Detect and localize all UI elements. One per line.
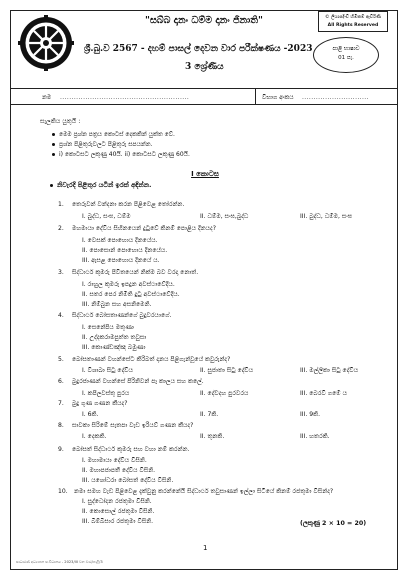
- duration-label: 01 පැ.: [338, 55, 354, 61]
- subject-oval: [313, 37, 379, 73]
- name-field: ........................................................: [60, 94, 190, 101]
- answer-option[interactable]: I. කපිලවස්තු පුරය: [82, 390, 130, 397]
- instruction-item: [52, 131, 175, 139]
- divider-bottom: [10, 104, 398, 105]
- grade-label: 3 ශ්‍රේණිය: [185, 62, 224, 72]
- answer-option[interactable]: I. වෙසක් පොහොය දිනයේය.: [82, 237, 158, 244]
- answer-option[interactable]: II. ධම්ම, සංඝ,බුද්ධ: [200, 213, 249, 220]
- answer-option[interactable]: III. නිම්බුන සහ අසනිමෙනි.: [82, 301, 152, 308]
- divider-vertical: [255, 88, 256, 104]
- bullet-icon: [50, 184, 53, 187]
- answer-option[interactable]: II. සතර පෙර නිමිති දුටු අවස්ථාවේදිය.: [82, 291, 180, 298]
- rights-box: [318, 11, 388, 32]
- answer-option[interactable]: I. සුද්ධෝදන රජතුමා විසිනි.: [82, 498, 152, 505]
- name-field-label: නම: [42, 94, 52, 101]
- answer-option[interactable]: II. උද්දකරාමපුත්ත තවුසා: [82, 334, 147, 341]
- marks-note: (ලකුණු 2 × 10 = 20): [300, 520, 367, 527]
- answer-option[interactable]: II. පොසොන් පොහොය දිනයේය.: [82, 247, 168, 254]
- answer-option[interactable]: II. කොසොල් රජතුමා විසිනි.: [82, 508, 155, 515]
- instruction-text: i) කොටසට ලකුණු 40යි. ii) කොටසට ලකුණු 60යි.: [59, 151, 190, 158]
- question-text: නමා සමහ වැඩ පිළිවෙළ දැක්වුනු කරන්නේයි සිද්ධාර්ථ තවුසාණන් ඉල්ලා සිටියේ කිනම් රජතුමා විසින්ද?: [74, 488, 334, 495]
- answer-option[interactable]: I. දෙකකි.: [82, 433, 107, 440]
- instruction-item: [52, 141, 153, 149]
- bullet-icon: [52, 143, 55, 146]
- part-one-instruction-text: නිවැරදි පිළිතුර යටින් ඉරක් අඳින්න.: [57, 181, 152, 189]
- index-field-label: විභාග අංකය: [262, 94, 294, 101]
- answer-option[interactable]: II. සුජාතා සිටු දේවිය: [200, 367, 254, 374]
- answer-option[interactable]: I. සෙනේපිය මතුණා: [82, 324, 134, 331]
- answer-option[interactable]: III. ඇසළ පොහොය දිනයේ ය.: [82, 257, 160, 264]
- question-7: [58, 400, 128, 408]
- question-2: [58, 225, 216, 233]
- question-text: බෝසතාණන් වහන්සේට කිරිබත් දානය පිළිගැන්වූයේ කවුරුන්ද?: [72, 356, 231, 363]
- question-number: 3.: [58, 269, 64, 276]
- question-text: මහමායා දේවිය සිහිනයෙන් දුටුවේ කිනම් පොළිය දිනයද?: [72, 225, 216, 232]
- answer-option[interactable]: III. බුද්ධ, ධම්ම, සංඝ: [300, 213, 353, 220]
- question-number: 5.: [58, 356, 64, 363]
- instructions-title: සැලකිය යුතුයි :: [40, 118, 81, 125]
- question-number: 2.: [58, 225, 64, 232]
- answer-option[interactable]: II. මහාපජාපතී දේවිය විසිනි.: [82, 467, 156, 474]
- question-3: [58, 269, 198, 277]
- question-number: 7.: [58, 400, 64, 407]
- answer-option[interactable]: I. 6කි.: [82, 411, 99, 418]
- question-number: 1.: [58, 201, 64, 208]
- footer-note: සාධාරණ අධ්‍යාපන සංවිධානය - 2023/III වන වාර/පාළි/3: [16, 560, 103, 564]
- answer-option[interactable]: I. බුද්ධ, සංඝ, ධම්ම: [82, 213, 131, 220]
- question-text: බුදු ගුණ ගණන කීයද?: [72, 400, 128, 407]
- question-number: 10.: [58, 488, 68, 495]
- answer-option[interactable]: III. යශෝධරා බෝසත් දේවිය විසිනි.: [82, 477, 174, 484]
- question-1: [58, 201, 184, 209]
- page-number: 1: [203, 544, 208, 552]
- question-number: 8.: [58, 422, 64, 429]
- instruction-text: මෙම ප්‍රශ්න පත්‍රය කොටස් දෙකකින් යුක්ත වේ.: [59, 131, 175, 138]
- index-field: .............................: [302, 94, 369, 101]
- subject-label: පාළි භාෂාව: [332, 46, 360, 52]
- question-8: [58, 422, 193, 430]
- question-6: [58, 378, 204, 386]
- question-text: සාවකා සිරිමේ සැතපා වැඩ ඉරියව් ගණන කීයද?: [72, 422, 194, 429]
- question-9: [58, 446, 189, 454]
- answer-option[interactable]: III. මල්ලිකා සිටු දේවිය: [300, 367, 359, 374]
- instruction-item: [52, 151, 190, 159]
- answer-option[interactable]: III. බිම්බිසාර රජතුමා විසිනි.: [82, 518, 154, 525]
- answer-option[interactable]: II. තුනකි.: [200, 433, 225, 440]
- answer-option[interactable]: II. දේවදහ පුරවරය: [200, 390, 249, 397]
- dharma-wheel-logo: [18, 15, 74, 71]
- exam-title: ශ්‍රී.බු.ව 2567 - දහම් පාසල් දෙවන වාර පරීක්ෂණය -2023: [84, 44, 313, 54]
- question-text: සිද්ධාර්ථ කුමරු පිවිතයෙන් නික්ම බව වරදා නොත්.: [72, 269, 199, 276]
- question-4: [58, 312, 171, 320]
- answer-option[interactable]: III. 9කි.: [300, 411, 321, 418]
- divider-top: [10, 88, 398, 89]
- bullet-icon: [52, 133, 55, 136]
- answer-option[interactable]: I. විශාඛා සිටු දේවිය: [82, 367, 134, 374]
- answer-option[interactable]: I. රාහුල කුමරු ඉපදුන අවස්ථාවේදිය.: [82, 281, 175, 288]
- question-10: [58, 488, 333, 496]
- bullet-icon: [52, 153, 55, 156]
- header-motto: "සබ්බ දානං ධම්ම දානං ජිනාති": [145, 15, 263, 26]
- rights-line-english: All Rights Reserved: [327, 23, 379, 28]
- question-number: 4.: [58, 312, 64, 319]
- part-one-label: I කොටස: [191, 170, 219, 178]
- question-text: තෙරුවන් වන්දනා කරන පිළිවෙළ තෝරන්න.: [72, 201, 185, 208]
- question-text: සිද්ධාර්ථ බෝසතාණන්ගේ බුදුවරයාගේ.: [72, 312, 172, 319]
- question-text: බුදුරජාණන් වහන්සේ පිරිනිවන් පෑ කාලය සහ කලේ.: [72, 378, 204, 385]
- answer-option[interactable]: II. 7කි.: [200, 411, 219, 418]
- answer-option[interactable]: III. හතරකි.: [300, 433, 330, 440]
- answer-option[interactable]: III. බෙරවි ගමේ ය: [300, 390, 347, 397]
- answer-option[interactable]: I. මහාමායා දේවිය විසිනි.: [82, 457, 147, 464]
- question-text: බෝසත් සිද්ධාර්ථ කුමරු සහ වහා නම් කරන්න.: [72, 446, 190, 453]
- part-one-instruction: [50, 181, 151, 190]
- question-number: 9.: [58, 446, 64, 453]
- rights-line-sinhala: © ලියාපදිංචි හිමිකම් ඇවිරිණි: [324, 15, 382, 20]
- question-5: [58, 356, 230, 364]
- instruction-text: ප්‍රශ්න පිළිතුරුවලට පිළිතුරු සපයන්න.: [59, 141, 153, 148]
- question-number: 6.: [58, 378, 64, 385]
- answer-option[interactable]: III. කොණ්ඩඤ්ඤ බමුණා: [82, 344, 146, 351]
